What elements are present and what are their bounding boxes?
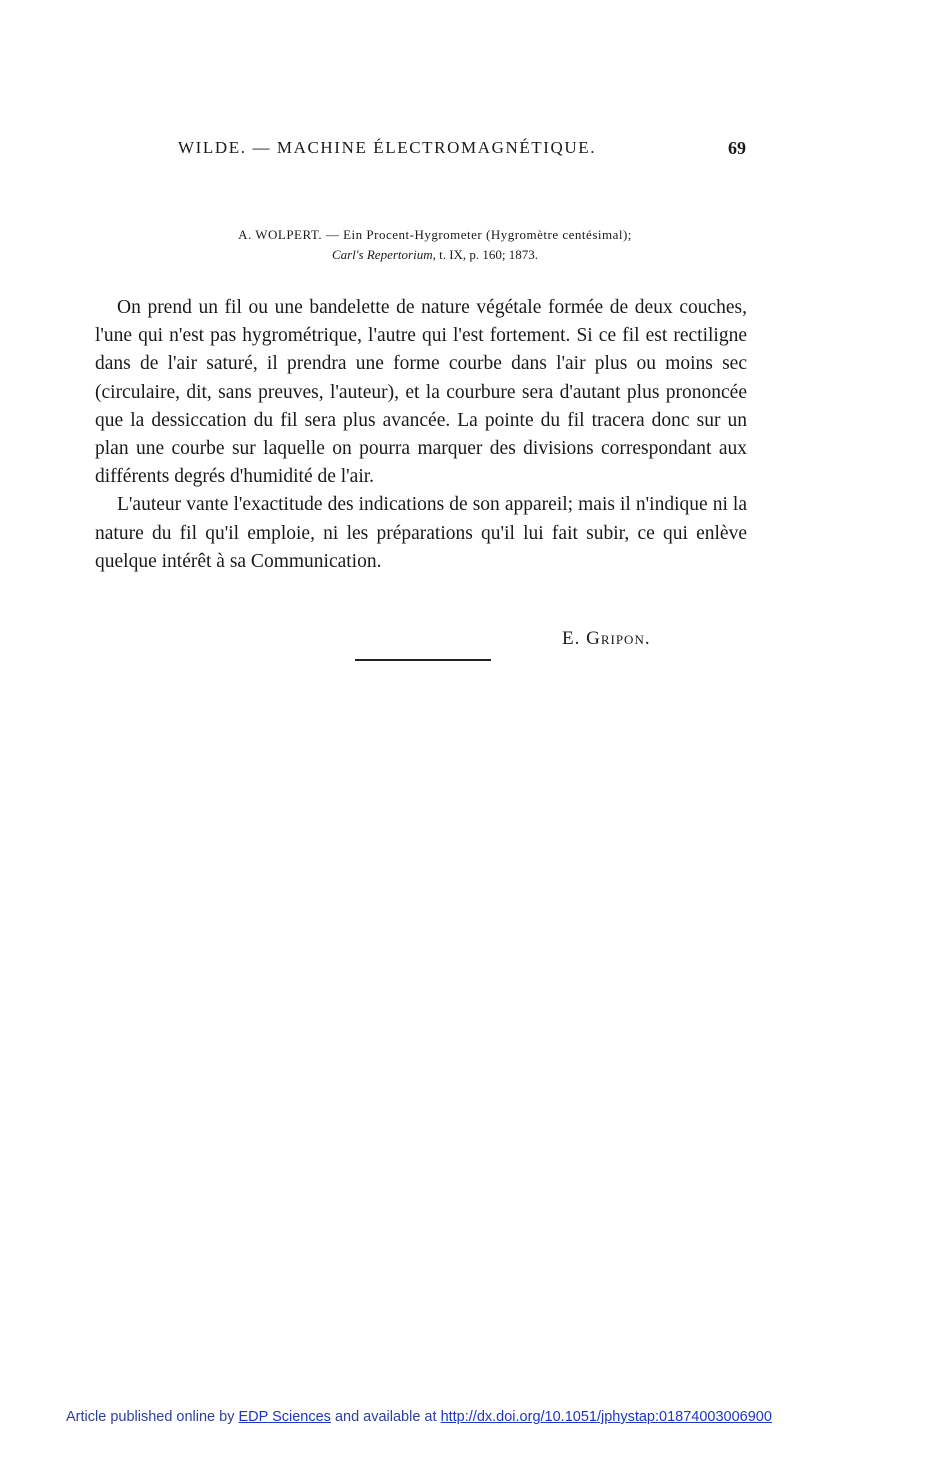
author-signature: E. Gripon. (562, 628, 651, 649)
page-number: 69 (728, 138, 746, 158)
paragraph-1: On prend un fil ou une bandelette de nature végétale formée de deux couches, l'une qui n'est pas hygrométrique, l'autre qui l'est fortement. Si ce fil est rectiligne dans de l'air saturé, il prendra une forme courbe dans l'air plus ou moins sec (circulaire, dit, sans preuves, l'auteur), et la courbure sera d'autant plus prononcée que la dessiccation du fil sera plus avancée. La pointe du fil tracera donc sur un plan une courbe sur laquelle on pourra marquer des divisions correspondant aux différents degrés d'humidité de l'air. (95, 297, 747, 488)
footer-middle: and available at (330, 1409, 441, 1425)
paragraph-2: L'auteur vante l'exactitude des indications de son appareil; mais il n'indique ni la nature du fil qu'il emploie, ni les préparations qu'il lui fait subir, ce qui enlève quelque intérêt à sa Communication. (95, 494, 747, 572)
end-rule (355, 659, 491, 661)
citation (100, 225, 770, 265)
running-head (178, 138, 746, 164)
running-title: WILDE. — MACHINE ÉLECTROMAGNÉTIQUE. (178, 138, 597, 157)
footer-prefix: Article published online by (66, 1409, 239, 1425)
citation-journal: Carl's Repertorium, (331, 247, 436, 262)
article-body (95, 294, 747, 576)
citation-details: t. IX, p. 160; 1873. (439, 247, 539, 262)
citation-source (100, 245, 770, 265)
publication-footer (66, 1409, 866, 1425)
citation-line: A. WOLPERT. — Ein Procent-Hygrometer (Hygromètre centésimal); (238, 227, 632, 242)
publisher-link[interactable]: EDP Sciences (238, 1409, 331, 1425)
doi-link[interactable]: http://dx.doi.org/10.1051/jphystap:01874003006900 (440, 1409, 772, 1425)
